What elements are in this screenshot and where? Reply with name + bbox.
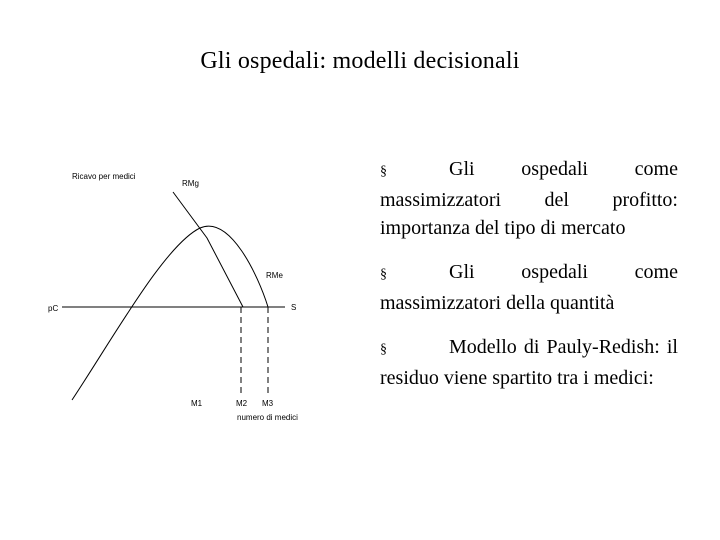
slide-title: Gli ospedali: modelli decisionali <box>200 48 520 74</box>
m1-label: M1 <box>191 399 203 408</box>
y-axis-label: Ricavo per medici <box>72 172 136 181</box>
bullet-marker: § <box>380 164 387 179</box>
bullet-marker: § <box>380 342 387 357</box>
decision-model-diagram <box>40 160 330 430</box>
bullet-item <box>380 155 678 242</box>
x-axis-label: numero di medici <box>237 413 298 422</box>
s-label: S <box>291 303 297 312</box>
bullet-item <box>380 333 678 392</box>
bullet-list <box>380 155 678 408</box>
m2-label: M2 <box>236 399 248 408</box>
bullet-marker: § <box>380 267 387 282</box>
rmg-curve <box>173 192 243 307</box>
rmg-label: RMg <box>182 179 199 188</box>
bullet-text: Modello di Pauly-Redish: il residuo viene spartito tra i medici: <box>380 336 678 389</box>
rme-label: RMe <box>266 271 283 280</box>
rme-curve <box>72 226 268 400</box>
bullet-text: Gli ospedali come massimizzatori della quantità <box>380 261 678 314</box>
bullet-item <box>380 258 678 317</box>
pc-label: pC <box>48 304 59 313</box>
bullet-text: Gli ospedali come massimizzatori del profitto: importanza del tipo di mercato <box>380 158 678 239</box>
m3-label: M3 <box>262 399 274 408</box>
